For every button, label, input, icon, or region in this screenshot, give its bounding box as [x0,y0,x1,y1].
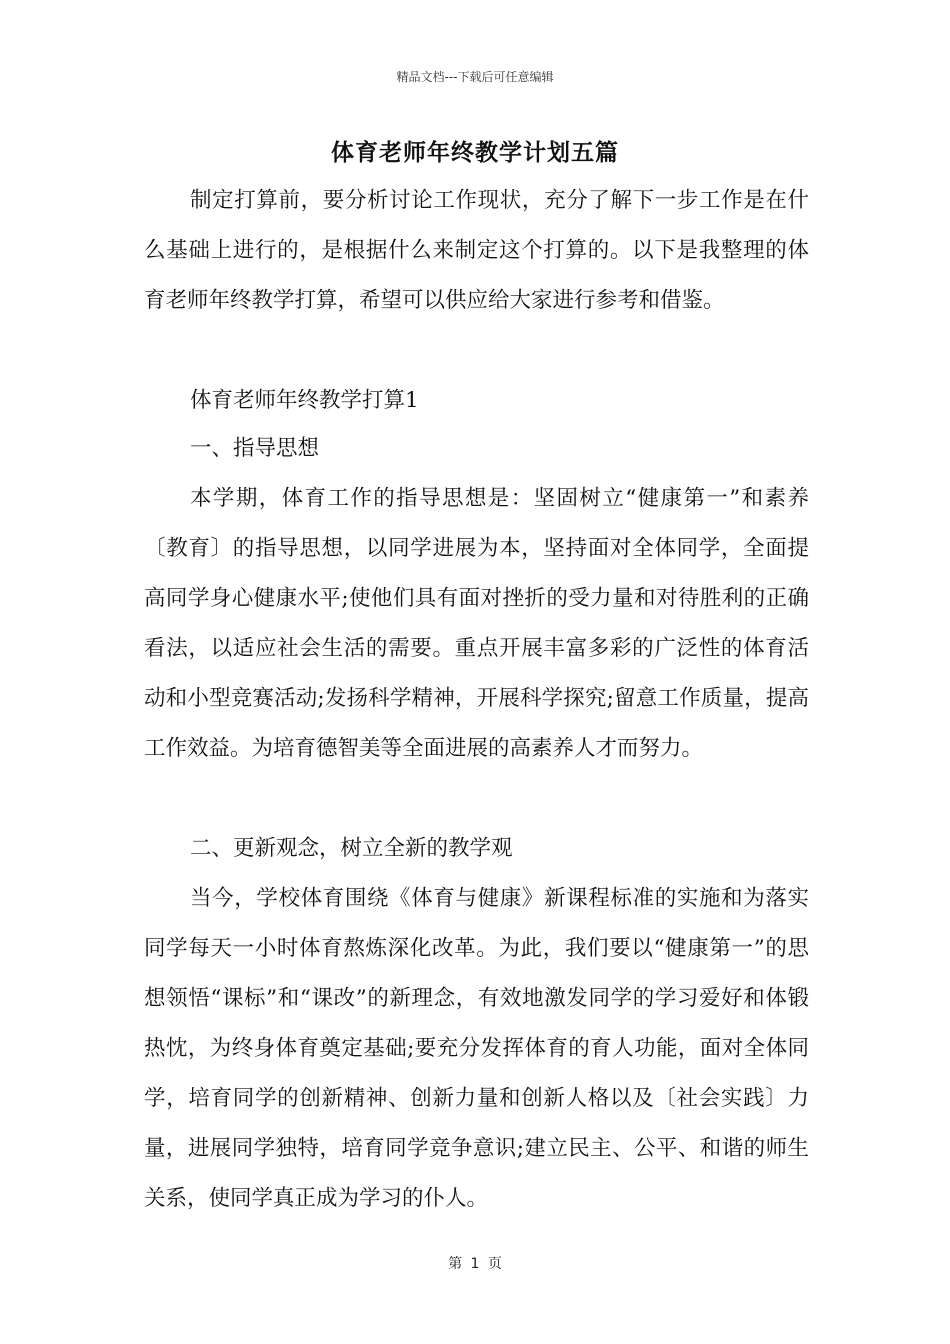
header-note: 精品文档---下载后可任意编辑 [396,70,554,84]
heading-new-concept: 二、更新观念，树立全新的教学观 [190,836,513,861]
document-title: 体育老师年终教学计划五篇 [331,139,619,166]
heading-guiding-thought: 一、指导思想 [190,436,320,461]
paragraph-guiding-thought: 本学期，体育工作的指导思想是：坚固树立“健康第一”和素养〔教育〕的指导思想，以同学进展为本，坚持面对全体同学，全面提高同学身心健康水平;使他们具有面对挫折的受力量和对待胜利的正确看法，以适应社会生活的需要。重点开展丰富多彩的广泛性的体育活动和小型竞赛活动;发扬科学精神，开展科学探究;留意工作质量，提高工作效益。为培育德智美等全面进展的高素养人才而努力。 [144,486,809,761]
paragraph-new-concept: 当今，学校体育围绕《体育与健康》新课程标准的实施和为落实同学每天一小时体育熬炼深化改革。为此，我们要以“健康第一”的思想领悟“课标”和“课改”的新理念，有效地激发同学的学习爱好和体锻热忱，为终身体育奠定基础;要充分发挥体育的育人功能，面对全体同学，培育同学的创新精神、创新力量和创新人格以及〔社会实践〕力量，进展同学独特，培育同学竞争意识;建立民主、公平、和谐的师生关系，使同学真正成为学习的仆人。 [144,886,809,1211]
intro-paragraph: 制定打算前，要分析讨论工作现状，充分了解下一步工作是在什么基础上进行的，是根据什么来制定这个打算的。以下是我整理的体育老师年终教学打算，希望可以供应给大家进行参考和借鉴。 [144,188,809,313]
page-number: 第 1 页 [448,1256,502,1272]
section-title: 体育老师年终教学打算1 [190,388,419,413]
